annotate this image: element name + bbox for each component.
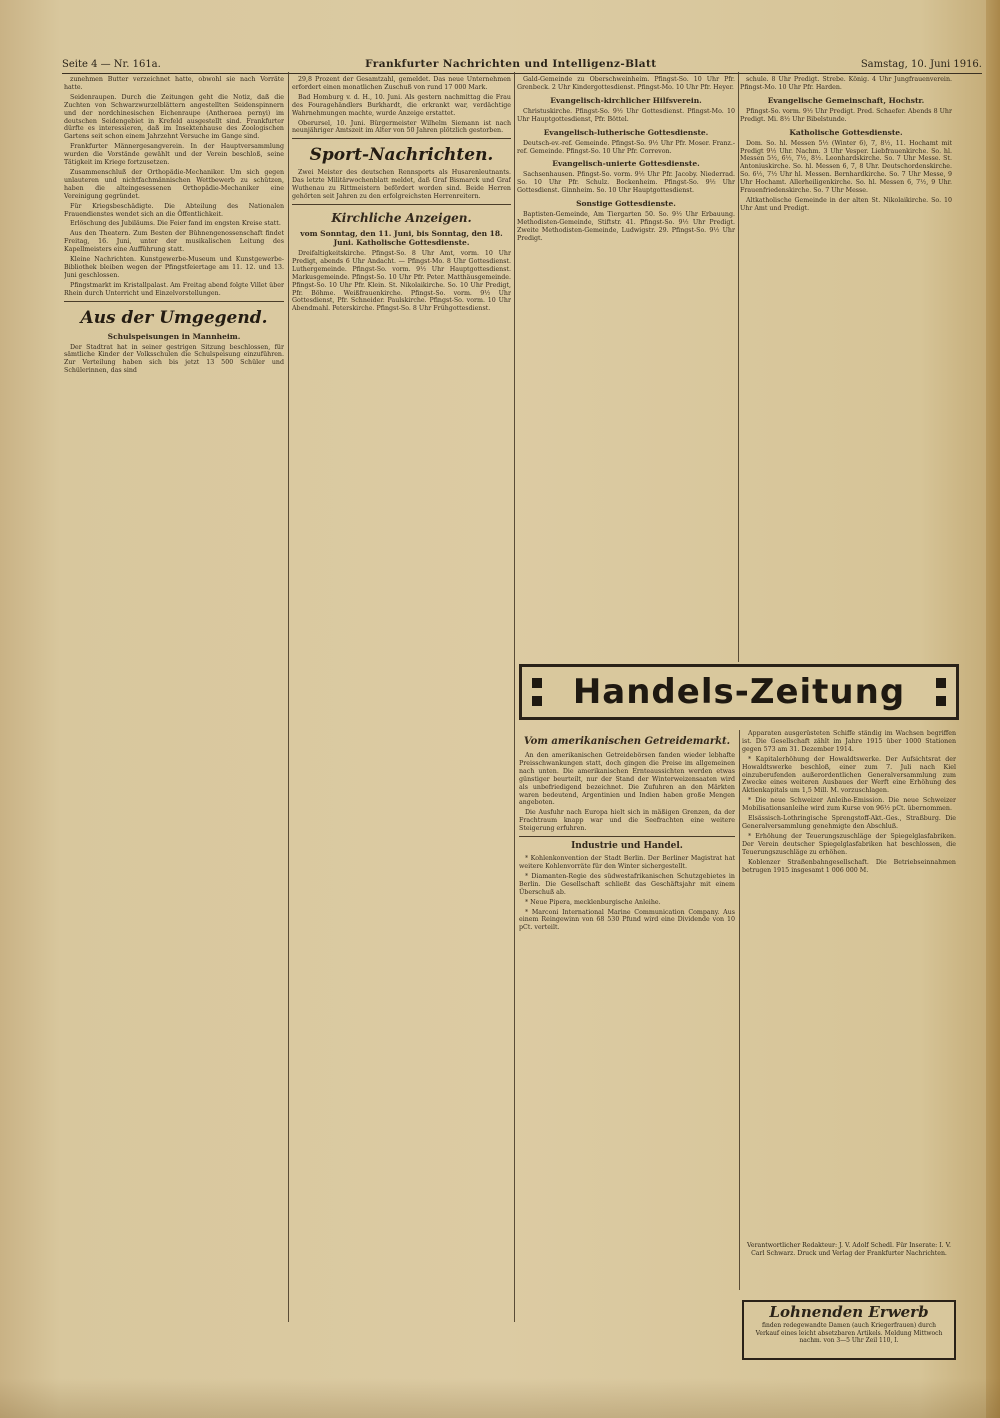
page-shadow (0, 1378, 1000, 1418)
article-kriegsbeschaedigte: Für Kriegsbeschädigte. Die Abteilung des Nationalen Frauendienstes wendet sich an die Öffentlichkeit. (64, 202, 284, 218)
article-kohlen: * Kohlenkonvention der Stadt Berlin. Der Berliner Magistrat hat weitere Kohlenvorräte für den Winter sichergestellt. (519, 855, 735, 870)
article-spiegelglas: * Erhöhung der Teuerungszuschläge der Spiegelglasfabriken. Der Verein deutscher Spiegelglasfabriken hat beschlossen, die Teuerungszuschläge zu erhöhen. (742, 832, 956, 856)
article-marconi: * Marconi International Marine Communication Company. Aus einem Reingewinn von 68 530 Pfund wird eine Dividende von 10 pCt. verteilt. (519, 908, 735, 932)
page-edge (986, 0, 1000, 1418)
column-3 (517, 76, 735, 656)
article-diamanten: * Diamanten-Regie des südwestafrikanischen Schutzgebietes in Berlin. Die Gesellschaft schließt das Geschäftsjahr mit einem Überschuß ab. (519, 872, 735, 896)
article-text: Apparaten ausgerüsteten Schiffe ständig im Wachsen begriffen ist. Die Gesellschaft zählt im Jahre 1915 über 1000 Stationen gegen 573 am 31. Dezember 1914. (742, 730, 956, 753)
heading-getreidemarkt: Vom amerikanischen Getreidemarkt. (523, 736, 731, 747)
church-listing: Gald-Gemeinde zu Oberschweinheim. Pfingst-So. 10 Uhr Pfr. Grenbeck. 2 Uhr Kindergottesdienst. Pfingst-Mo. 10 Uhr Pfr. Heyer. (517, 76, 735, 91)
article-strassenbahn: Koblenzer Straßenbahngesellschaft. Die Betriebseinnahmen betrugen 1915 insgesamt 1 006 000 M. (742, 858, 956, 874)
article-howaldtswerke: * Kapitalerhöhung der Howaldtswerke. Der Aufsichtsrat der Howaldtswerke beschloß, einer zum 7. Juli nach Kiel einzuberufenden außerordentlichen Generalversammlung zum Zwecke eines weiteren Ausbaues der Werft eine Erhöhung des Aktienkapitals um 1,5 Mill. M. vorzuschlagen. (742, 755, 956, 795)
ornament-squares (936, 674, 946, 710)
masthead (62, 50, 982, 74)
column-5 (519, 730, 735, 1330)
ad-text: finden redegewandte Damen (auch Kriegerfrauen) durch Verkauf eines leicht absetzbaren Artikels. Meldung Mittwoch nachm. von 3—5 Uhr Zeil 110, I. (755, 1322, 943, 1344)
church-listing: Sachsenhausen. Pfingst-So. vorm. 9½ Uhr Pfr. Jacoby. Niederrad. So. 10 Uhr Pfr. Schulz. Bockenheim. Pfingst-So. 9½ Uhr Gottesdienst. Ginnheim. So. 10 Uhr Hauptgottesdienst. (517, 171, 735, 195)
article-pipera: * Neue Pipera, mecklenburgische Anleihe. (525, 898, 661, 906)
church-listing: schule. 8 Uhr Predigt. Strebe. König. 4 Uhr Jungfrauenverein. Pfingst-Mo. 10 Uhr Pfr. Harden. (740, 76, 952, 91)
article-schulspeisungen: Der Stadtrat hat in seiner gestrigen Sitzung beschlossen, für sämtliche Kinder der Volksschulen die Schulspeisung einzuführen. Zur Verteilung haben sich bis jetzt 13 500 Schüler und Schülerinnen, das sind (64, 343, 284, 375)
imprint: Verantwortlicher Redakteur: J. V. Adolf Schedl. Für Inserate: I. V. Carl Schwarz. Druck und Verlag der Frankfurter Nachrichten. (747, 1242, 951, 1257)
church-listing: Christuskirche. Pfingst-So. 9½ Uhr Gottesdienst. Pfingst-Mo. 10 Uhr Hauptgottesdienst, Pfr. Böttel. (517, 107, 735, 123)
ornament-squares (532, 674, 542, 710)
column-divider (288, 72, 289, 1322)
subheading: Evangelisch-kirchlicher Hilfsverein. (550, 95, 702, 105)
section-heading-sport: Sport-Nachrichten. (309, 145, 494, 166)
subheading: Evangelische Gemeinschaft, Hochstr. (767, 95, 925, 105)
article-pfingstmarkt: Pfingstmarkt im Kristallpalast. Am Freitag abend folgte Villet über Rhein durch Unterricht und Einzelvorstellungen. (64, 281, 284, 297)
ad-title: Lohnenden Erwerb (769, 1303, 929, 1321)
church-listings: Dreifaltigkeitskirche. Pfingst-So. 8 Uhr Amt, vorm. 10 Uhr Predigt, abends 6 Uhr Andacht. — Pfingst-Mo. 8 Uhr Gottesdienst. Luthergemeinde. Pfingst-So. vorm. 9½ Uhr Hauptgottesdienst. Markusgemeinde. Pfingst-So. 10 Uhr Pfr. Peter. Matthäusgemeinde. Pfingst-So. 10 Uhr Pfr. Klein. St. Nikolaikirche. So. 10 Uhr Predigt, Pfr. Böhme. Weißfrauenkirche. Pfingst-So. vorm. 9½ Uhr Gottesdienst, Pfr. Schneider. Paulskirche. Pfingst-So. vorm. 10 Uhr Abendmahl. Peterskirche. Pfingst-So. 8 Uhr Frühgottesdienst. (292, 249, 511, 313)
page-number: Seite 4 — Nr. 161a. (62, 59, 161, 70)
article-seidenraupen: Seidenraupen. Durch die Zeitungen geht die Notiz, daß die Zuchten von Schwarzwurzelblättern angestellten Seidenspinnern und der nordchinesischen Eichenraupe (Antheraea pernyi) im deutschen Seidengebiet in Krefeld ausgestellt sind. Frankfurter dürfte es interessieren, daß im Insektenhause des Zoologischen Gartens seit schon einem Jahrzehnt Versuche im Gange sind. (64, 93, 284, 141)
article-orthopaedie: Zusammenschluß der Orthopädie-Mechaniker. Um sich gegen unlauteren und nichtfachmännischen Wettbewerb zu schützen, haben die alteingesessenen Orthopädie-Mechaniker eine Vereinigung gegründet. (64, 168, 284, 200)
article-getreidemarkt: An den amerikanischen Getreidebörsen fanden wieder lebhafte Preisschwankungen statt, doch gingen die Preise im allgemeinen nach unten. Die amerikanischen Ernteaussichten werden etwas günstiger beurteilt, nur der Stand der Winterweizensaaten wird als unbefriedigend bezeichnet. Die Zufuhren an den Märkten waren bedeutend, Argentinien und Indien haben große Mengen angeboten. (519, 752, 735, 807)
subheading: Evangelisch-unierte Gottesdienste. (552, 159, 700, 169)
column-divider (514, 72, 515, 1322)
column-2 (292, 76, 511, 1326)
column-1 (64, 76, 284, 1326)
church-listing: Altkatholische Gemeinde in der alten St. Nikolaikirche. So. 10 Uhr Amt und Predigt. (740, 196, 952, 212)
church-listing: Dom. So. hl. Messen 5½ (Winter 6), 7, 8½, 11. Hochamt mit Predigt 9½ Uhr. Nachm. 3 Uhr Vesper. Liebfrauenkirche. So. hl. Messen 5½, 6½, 7½, 8½. Leonhardskirche. So. 7 Uhr Messe. St. Antoniuskirche. So. hl. Messen 6, 7, 8 Uhr. Deutschordenskirche. So. 6½, 7½ Uhr hl. Messen. Bernhardkirche. So. 7 Uhr Messe, 9 Uhr Hochamt. Allerheiligenkirche. So. hl. Messen 6, 7½, 9 Uhr. Frauenfriedenskirche. So. 7 Uhr Messe. (740, 139, 952, 195)
article-oberursel: Oberursel, 10. Juni. Bürgermeister Wilhelm Siemann ist nach neunjähriger Amtszeit im Alter von 50 Jahren plötzlich gestorben. (292, 119, 511, 135)
article-text: 29,8 Prozent der Gesamtzahl, gemeldet. Das neue Unternehmen erfordert einen monatlichen Zuschuß von rund 17 000 Mark. (292, 76, 511, 91)
handels-zeitung-title: Handels-Zeitung (572, 672, 906, 712)
subheading-schulspeisungen: Schulspeisungen in Mannheim. (107, 331, 241, 341)
column-divider (738, 72, 739, 662)
church-listing: Baptisten-Gemeinde, Am Tiergarten 50. So. 9½ Uhr Erbauung. Methodisten-Gemeinde, Stiftstr. 41. Pfingst-So. 9½ Uhr Predigt. Zweite Methodisten-Gemeinde, Ludwigstr. 29. Pfingst-So. 9½ Uhr Predigt. (517, 211, 735, 242)
section-heading-kirchliche-anzeigen: Kirchliche Anzeigen. (331, 210, 472, 225)
article-jubilaeum: Erlöschung des Jubiläums. Die Feier fand im engsten Kreise statt. (70, 220, 281, 228)
section-rule (519, 836, 735, 837)
advertisement-lohnenden-erwerb (742, 1300, 956, 1360)
issue-date: Samstag, 10. Juni 1916. (860, 59, 982, 70)
section-heading-umgegend: Aus der Umgegend. (80, 307, 268, 328)
column-divider (739, 730, 740, 1290)
article-theater: Aus den Theatern. Zum Besten der Bühnengenossenschaft findet Freitag, 16. Juni, unter der musikalischen Leitung des Kapellmeisters eine Aufführung statt. (64, 230, 284, 254)
section-rule (64, 301, 284, 302)
subheading: Katholische Gottesdienste. (789, 127, 903, 137)
column-4 (740, 76, 952, 656)
article-homburg: Bad Homburg v. d. H., 10. Juni. Als gestern nachmittag die Frau des Fouragehändlers Burkhardt, die erkrankt war, verdächtige Wahrnehmungen machte, wurde Anzeige erstattet. (292, 93, 511, 117)
church-listing: Deutsch-ev.-ref. Gemeinde. Pfingst-So. 9½ Uhr Pfr. Moser. Franz.-ref. Gemeinde. Pfingst-So. 10 Uhr Pfr. Correvon. (517, 139, 735, 155)
section-rule (292, 204, 511, 205)
section-rule (292, 138, 511, 139)
article-kleine-nachrichten: Kleine Nachrichten. Kunstgewerbe-Museum und Kunstgewerbe-Bibliothek bleiben wegen der Pfingstfeiertage am 11. 12. und 13. Juni geschlossen. (64, 256, 284, 279)
subheading-gottesdienste: vom Sonntag, den 11. Juni, bis Sonntag, den 18. Juni. Katholische Gottesdienste. (300, 228, 503, 247)
subheading-industrie: Industrie und Handel. (571, 841, 683, 852)
church-listing: Pfingst-So. vorm. 9½ Uhr Predigt. Pred. Schaefer. Abends 8 Uhr Predigt. Mi. 8½ Uhr Bibelstunde. (740, 107, 952, 123)
article-text: zunehmen Butter verzeichnet hatte, obwohl sie nach Vorräte hatte. (64, 76, 284, 91)
newspaper-title: Frankfurter Nachrichten und Intelligenz-Blatt (365, 58, 657, 70)
article-maennergesangverein: Frankfurter Männergesangverein. In der Hauptversammlung wurden die Vorstände gewählt und der Verein beschloß, seine Tätigkeit im Kriege fortzusetzen. (64, 143, 284, 167)
subheading: Sonstige Gottesdienste. (576, 199, 676, 209)
article-schweizer-anleihe: * Die neue Schweizer Anleihe-Emission. Die neue Schweizer Mobilisationsanleihe wird zum Kurse von 96½ pCt. übernommen. (742, 797, 956, 813)
column-6 (742, 730, 956, 1230)
handels-zeitung-banner (519, 664, 959, 720)
article-getreidemarkt-2: Die Ausfuhr nach Europa hielt sich in mäßigen Grenzen, da der Frachtraum knapp war und die Seefrachten eine weitere Steigerung erfuhren. (519, 809, 735, 833)
article-sprengstoff: Elsässisch-Lothringische Sprengstoff-Akt.-Ges., Straßburg. Die Generalversammlung genehmigte den Abschluß. (742, 815, 956, 830)
subheading: Evangelisch-lutherische Gottesdienste. (543, 127, 709, 137)
article-rennsport: Zwei Meister des deutschen Rennsports als Husarenleutnants. Das letzte Militärwochenblatt meldet, daß Graf Bismarck und Graf Wuthenau zu Rittmeistern befördert worden sind. Beide Herren gehörten seit Jahren zu den erfolgreichsten Herrenreitern. (292, 169, 511, 201)
